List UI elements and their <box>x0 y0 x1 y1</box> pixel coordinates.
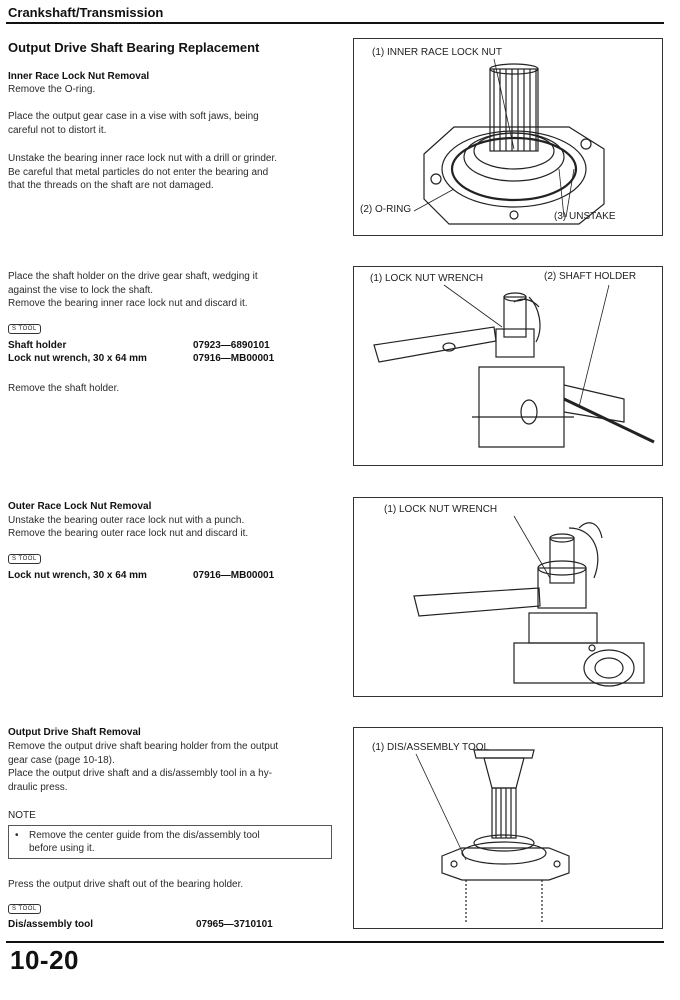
special-tool-badge: S TOOL <box>8 554 41 564</box>
text-line: Place the output drive shaft and a dis/assembly tool in a hy- <box>8 768 273 779</box>
tool-name: Shaft holder <box>8 340 67 351</box>
footer-rule <box>6 941 664 943</box>
figure-label: (2) O-RING <box>360 204 412 215</box>
shaft-removal-subhead: Output Drive Shaft Removal <box>8 727 141 738</box>
figure-label: (1) INNER RACE LOCK NUT <box>372 47 503 58</box>
press-shaft-text: Press the output drive shaft out of the bearing holder. <box>8 879 244 890</box>
note-box <box>8 825 332 859</box>
text-line: Be careful that metal particles do not enter the bearing and <box>8 166 269 178</box>
note-line: Remove the center guide from the dis/assembly tool <box>29 830 260 841</box>
unstake-paragraph <box>8 152 348 193</box>
figure-inner-race-lock-nut <box>353 38 663 236</box>
text-line: careful not to distort it. <box>8 124 107 136</box>
special-tool-badge: S TOOL <box>8 324 41 334</box>
press-setup-paragraph <box>8 740 348 794</box>
figure-label: (1) DIS/ASSEMBLY TOOL <box>372 742 490 753</box>
section-title: Output Drive Shaft Bearing Replacement <box>8 40 260 55</box>
figure-label: (1) LOCK NUT WRENCH <box>384 504 498 515</box>
header-rule <box>6 22 664 24</box>
unstake-outer-text: Unstake the bearing outer race lock nut with a punch. <box>8 515 245 526</box>
text-line: Remove the output drive shaft bearing holder from the output <box>8 741 279 752</box>
shaft-holder-paragraph <box>8 270 348 311</box>
figure-lock-nut-wrench-shaft-holder <box>353 266 663 466</box>
figure-label: (1) LOCK NUT WRENCH <box>370 273 484 284</box>
text-line: Remove the bearing inner race lock nut and discard it. <box>8 298 248 309</box>
tool-number: 07916—MB00001 <box>193 570 275 581</box>
text-line: against the vise to lock the shaft. <box>8 284 154 296</box>
text-line: gear case (page 10-18). <box>8 754 115 766</box>
tool-name: Lock nut wrench, 30 x 64 mm <box>8 353 147 364</box>
text-line: that the threads on the shaft are not damaged. <box>8 180 214 191</box>
vise-paragraph <box>8 110 338 137</box>
running-header: Crankshaft/Transmission <box>8 5 164 20</box>
remove-outer-nut-text: Remove the bearing outer race lock nut and discard it. <box>8 528 249 539</box>
shaft-holder-illustration <box>354 267 662 465</box>
text-line: Unstake the bearing inner race lock nut with a drill or grinder. <box>8 153 278 164</box>
outer-race-illustration <box>354 498 662 696</box>
inner-race-subhead: Inner Race Lock Nut Removal <box>8 71 150 82</box>
figure-label: (2) SHAFT HOLDER <box>544 271 637 282</box>
special-tool-badge: S TOOL <box>8 904 41 914</box>
figure-dis-assembly-tool <box>353 727 663 929</box>
note-label: NOTE <box>8 810 36 821</box>
figure-outer-lock-nut-wrench <box>353 497 663 697</box>
tool-number: 07965—3710101 <box>196 919 273 930</box>
note-bullet: • <box>15 830 19 841</box>
tool-number: 07923—6890101 <box>193 340 270 351</box>
text-line: Place the shaft holder on the drive gear shaft, wedging it <box>8 271 258 282</box>
tool-name: Dis/assembly tool <box>8 919 94 930</box>
text-line: Place the output gear case in a vise with soft jaws, being <box>8 111 259 122</box>
note-line: before using it. <box>29 843 95 854</box>
tool-name: Lock nut wrench, 30 x 64 mm <box>8 570 147 581</box>
tool-number: 07916—MB00001 <box>193 353 275 364</box>
dis-assembly-illustration <box>354 728 662 928</box>
page-number: 10-20 <box>10 945 79 975</box>
remove-shaft-holder-text: Remove the shaft holder. <box>8 383 120 394</box>
figure-label: (3) UNSTAKE <box>554 211 616 222</box>
remove-oring-text: Remove the O-ring. <box>8 84 96 95</box>
text-line: draulic press. <box>8 781 68 793</box>
outer-race-subhead: Outer Race Lock Nut Removal <box>8 501 152 512</box>
